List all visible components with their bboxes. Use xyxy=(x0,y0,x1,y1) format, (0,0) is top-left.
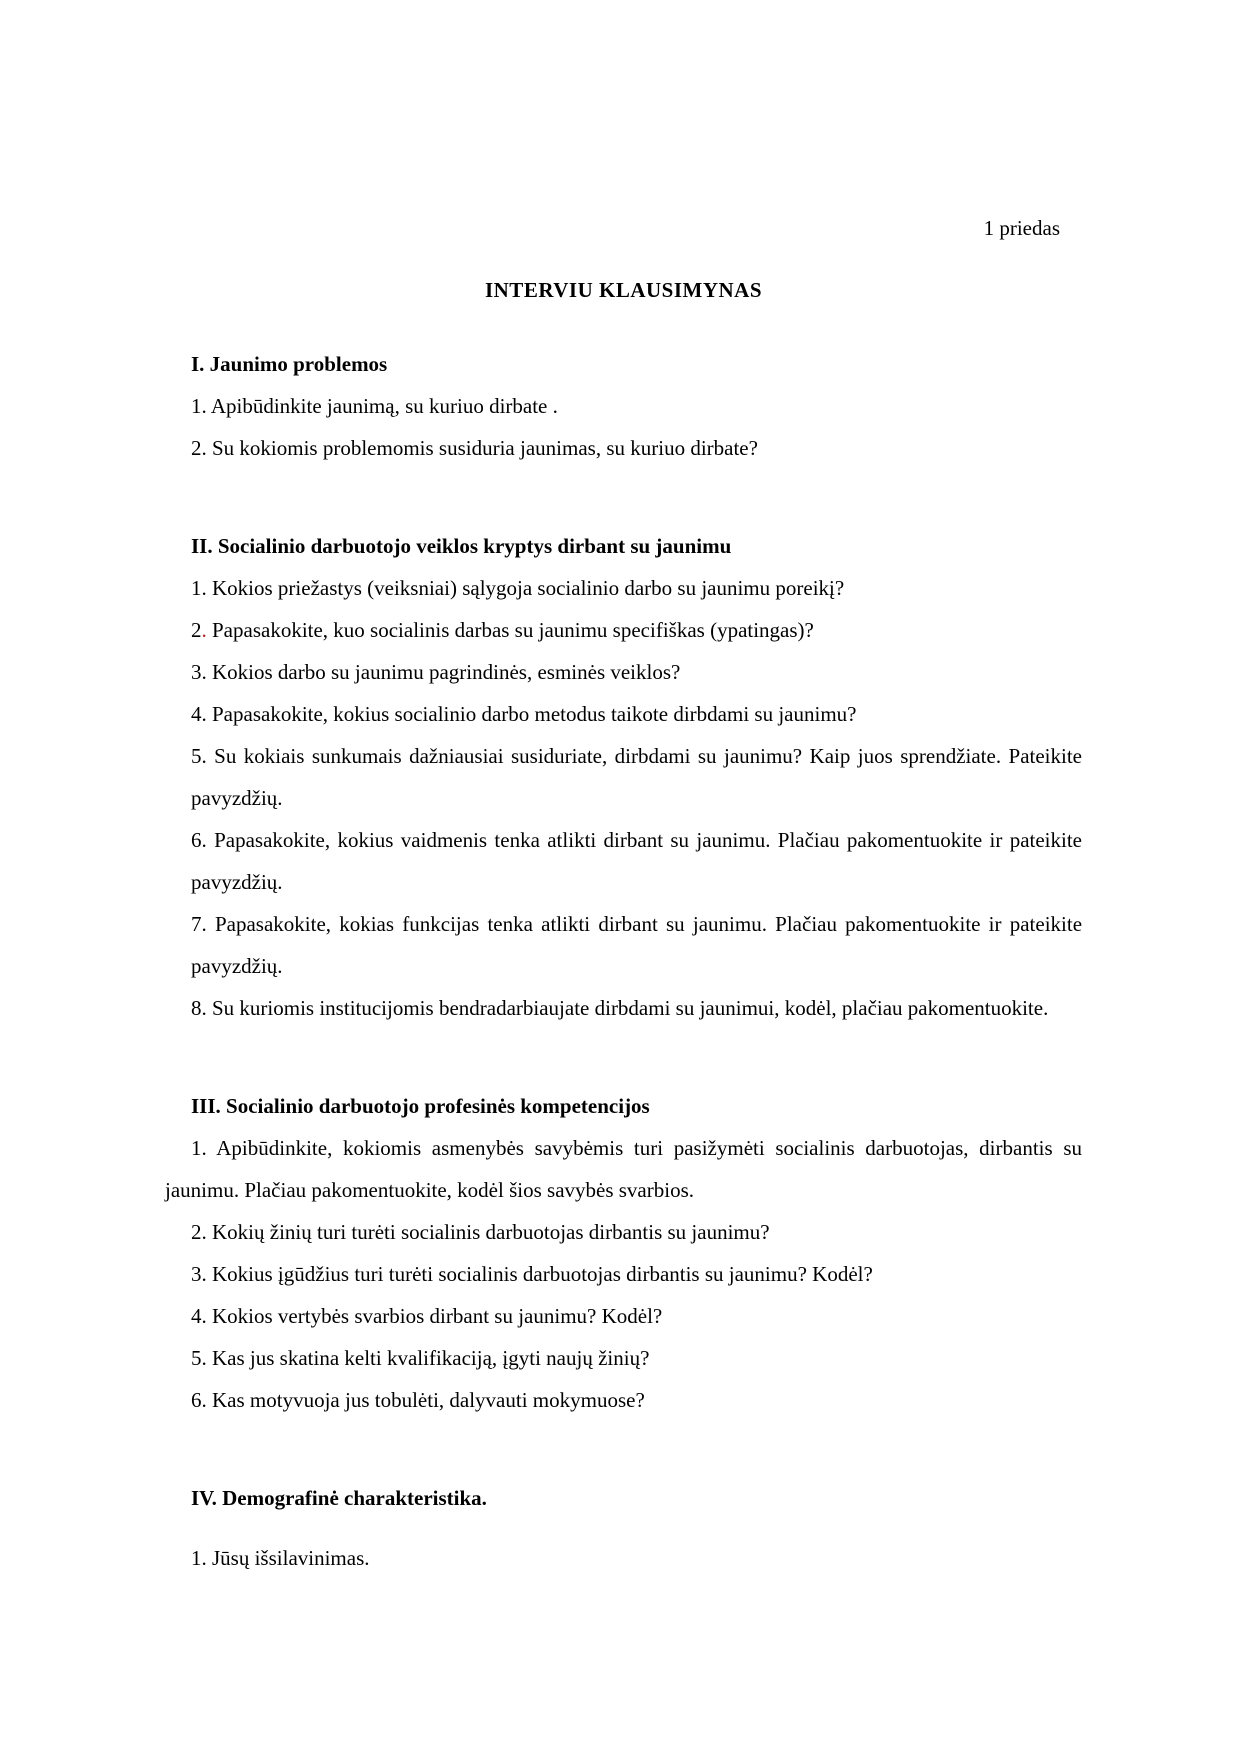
item-number: 3. xyxy=(191,1262,207,1286)
item-number: 1. xyxy=(191,394,207,418)
list-item xyxy=(191,385,1082,427)
item-text: Su kuriomis institucijomis bendradarbiaujate dirbdami su jaunimui, kodėl, plačiau pakomentuokite. xyxy=(212,996,1049,1020)
list-item xyxy=(191,819,1082,903)
page-title: INTERVIU KLAUSIMYNAS xyxy=(484,278,763,302)
section-jaunimo-problemos xyxy=(165,343,1082,469)
section-heading: III. Socialinio darbuotojo profesinės kompetencijos xyxy=(191,1094,650,1118)
list-item xyxy=(191,567,1082,609)
item-text: Papasakokite, kokius socialinio darbo metodus taikote dirbdami su jaunimu? xyxy=(212,702,857,726)
item-text: Papasakokite, kokius vaidmenis tenka atlikti dirbant su jaunimu. Plačiau pakomentuokite ir pateikite pavyzdžių. xyxy=(191,828,1082,894)
item-text: Papasakokite, kuo socialinis darbas su jaunimu specifiškas (ypatingas)? xyxy=(212,618,814,642)
item-number: 2. xyxy=(191,1220,207,1244)
list-item xyxy=(191,427,1082,469)
item-number: 6. xyxy=(191,828,207,852)
section-profesines-kompetencijos xyxy=(165,1085,1082,1421)
item-number: 1. xyxy=(191,576,207,600)
list-item xyxy=(191,609,1082,651)
list-item xyxy=(191,1337,1082,1379)
list-item xyxy=(191,1253,1082,1295)
item-number: 4. xyxy=(191,1304,207,1328)
item-text: Papasakokite, kokias funkcijas tenka atlikti dirbant su jaunimu. Plačiau pakomentuokite ir pateikite pavyzdžių. xyxy=(191,912,1083,978)
list-item xyxy=(191,735,1082,819)
annex-label: 1 priedas xyxy=(983,216,1060,240)
item-text: Kas motyvuoja jus tobulėti, dalyvauti mokymuose? xyxy=(212,1388,645,1412)
item-text: Apibūdinkite jaunimą, su kuriuo dirbate . xyxy=(210,394,558,418)
item-number: 1. xyxy=(191,1136,207,1160)
item-text: Kokios vertybės svarbios dirbant su jaunimu? Kodėl? xyxy=(212,1304,663,1328)
item-text: Su kokiomis problemomis susiduria jaunimas, su kuriuo dirbate? xyxy=(212,436,758,460)
section-demografine-charakteristika xyxy=(165,1477,1082,1579)
item-number: 4. xyxy=(191,702,207,726)
section-heading: I. Jaunimo problemos xyxy=(191,352,388,376)
item-text: Su kokiais sunkumais dažniausiai susiduriate, dirbdami su jaunimu? Kaip juos sprendžiate. Pateikite pavyzdžių. xyxy=(191,744,1082,810)
list-item xyxy=(191,1379,1082,1421)
item-text: Jūsų išsilavinimas. xyxy=(212,1546,370,1570)
list-item xyxy=(165,987,1082,1029)
list-item xyxy=(191,903,1082,987)
list-item xyxy=(191,1211,1082,1253)
item-number: 2 xyxy=(191,618,202,642)
item-number: 2. xyxy=(191,436,207,460)
item-text: Kokių žinių turi turėti socialinis darbuotojas dirbantis su jaunimu? xyxy=(212,1220,770,1244)
section-heading: II. Socialinio darbuotojo veiklos kryptys dirbant su jaunimu xyxy=(191,534,732,558)
list-item xyxy=(191,693,1082,735)
item-number: 8. xyxy=(191,996,207,1020)
list-item xyxy=(191,1295,1082,1337)
list-item xyxy=(191,1537,1082,1579)
item-number: 5. xyxy=(191,744,207,768)
section-heading: IV. Demografinė charakteristika. xyxy=(191,1486,487,1510)
item-number: 6. xyxy=(191,1388,207,1412)
item-number: 3. xyxy=(191,660,207,684)
list-item xyxy=(191,651,1082,693)
item-text: Apibūdinkite, kokiomis asmenybės savybėmis turi pasižymėti socialinis darbuotojas, dirbantis su jaunimu. Plačiau pakomentuokite, kodėl šios savybės svarbios. xyxy=(165,1136,1082,1202)
item-number: 5. xyxy=(191,1346,207,1370)
item-text: Kokius įgūdžius turi turėti socialinis darbuotojas dirbantis su jaunimu? Kodėl? xyxy=(212,1262,873,1286)
section-veiklos-kryptys xyxy=(165,525,1082,1029)
item-text: Kas jus skatina kelti kvalifikaciją, įgyti naujų žinių? xyxy=(212,1346,650,1370)
item-text: Kokios darbo su jaunimu pagrindinės, esminės veiklos? xyxy=(212,660,681,684)
item-text: Kokios priežastys (veiksniai) sąlygoja socialinio darbo su jaunimu poreikį? xyxy=(212,576,845,600)
item-number: 1. xyxy=(191,1546,207,1570)
red-period: . xyxy=(201,618,207,642)
item-number: 7. xyxy=(191,912,207,936)
list-item xyxy=(165,1127,1082,1211)
